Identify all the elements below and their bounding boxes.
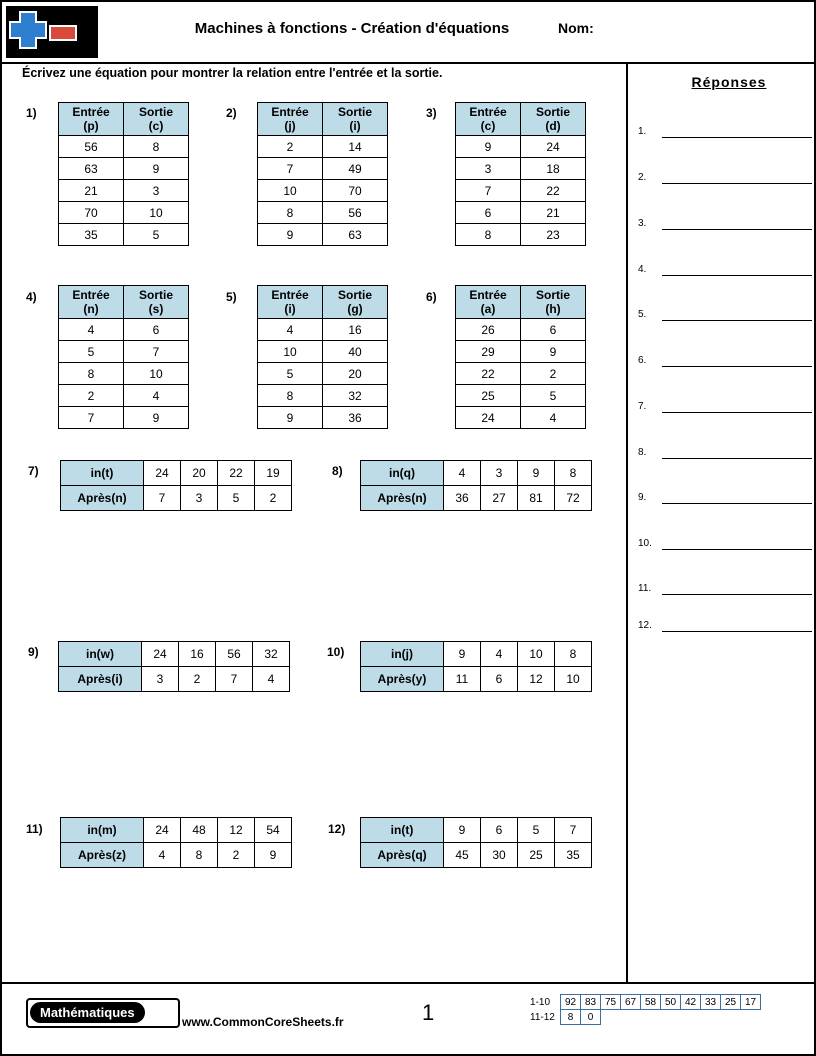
cell-input: 25 bbox=[456, 385, 521, 407]
logo bbox=[6, 6, 98, 58]
answer-number: 11. bbox=[638, 583, 652, 594]
row-header-output: Après(i) bbox=[59, 667, 142, 692]
cell-input: 21 bbox=[59, 180, 124, 202]
question-number-10: 10) bbox=[327, 645, 345, 659]
row-header-input: in(m) bbox=[61, 818, 144, 843]
cell-input: 9 bbox=[444, 642, 481, 667]
key-range-label: 11-12 bbox=[530, 1011, 555, 1023]
function-table-11 bbox=[60, 817, 292, 868]
table-row bbox=[361, 843, 592, 868]
table-row bbox=[59, 158, 189, 180]
key-cell: 42 bbox=[681, 995, 701, 1010]
table-row bbox=[59, 363, 189, 385]
cell-input: 19 bbox=[255, 461, 292, 486]
answer-row-5[interactable] bbox=[638, 303, 816, 329]
cell-output: 4 bbox=[521, 407, 586, 429]
cell-output: 3 bbox=[124, 180, 189, 202]
function-table-7 bbox=[60, 460, 292, 511]
answer-row-7[interactable] bbox=[638, 395, 816, 421]
answer-blank-line[interactable] bbox=[662, 275, 812, 276]
brand-label: Mathématiques bbox=[30, 1002, 145, 1023]
row-header-input: in(j) bbox=[361, 642, 444, 667]
table-row bbox=[59, 319, 189, 341]
table-row bbox=[59, 224, 189, 246]
cell-output: 14 bbox=[323, 136, 388, 158]
key-row-2 bbox=[530, 1010, 761, 1025]
cell-output: 32 bbox=[323, 385, 388, 407]
answer-blank-line[interactable] bbox=[662, 366, 812, 367]
answer-number: 10. bbox=[638, 538, 652, 549]
cell-input: 7 bbox=[258, 158, 323, 180]
function-table-8 bbox=[360, 460, 592, 511]
cell-input: 24 bbox=[144, 818, 181, 843]
cell-input: 29 bbox=[456, 341, 521, 363]
answer-blank-line[interactable] bbox=[662, 594, 812, 595]
cell-output: 24 bbox=[521, 136, 586, 158]
question-number-4: 4) bbox=[26, 290, 37, 304]
key-cell: 25 bbox=[721, 995, 741, 1010]
question-number-11: 11) bbox=[26, 822, 43, 836]
cell-output: 5 bbox=[218, 486, 255, 511]
table-row bbox=[61, 461, 292, 486]
answer-row-11[interactable] bbox=[638, 577, 816, 603]
key-cell: 33 bbox=[701, 995, 721, 1010]
table-row bbox=[59, 202, 189, 224]
answer-blank-line[interactable] bbox=[662, 549, 812, 550]
cell-input: 20 bbox=[181, 461, 218, 486]
key-range-label: 1-10 bbox=[530, 996, 551, 1008]
table-row bbox=[258, 158, 388, 180]
cell-output: 7 bbox=[144, 486, 181, 511]
cell-output: 56 bbox=[323, 202, 388, 224]
instructions: Écrivez une équation pour montrer la relation entre l'entrée et la sortie. bbox=[22, 66, 443, 80]
answer-row-4[interactable] bbox=[638, 258, 816, 284]
key-cell: 83 bbox=[581, 995, 601, 1010]
cell-output: 49 bbox=[323, 158, 388, 180]
table-row bbox=[361, 486, 592, 511]
key-cell: 67 bbox=[621, 995, 641, 1010]
cell-input: 4 bbox=[59, 319, 124, 341]
function-table-12 bbox=[360, 817, 592, 868]
col-header-input: Entrée (i) bbox=[258, 286, 323, 319]
cell-output: 12 bbox=[518, 667, 555, 692]
row-header-input: in(w) bbox=[59, 642, 142, 667]
cell-input: 2 bbox=[258, 136, 323, 158]
cell-output: 9 bbox=[124, 158, 189, 180]
question-number-3: 3) bbox=[426, 106, 437, 120]
answer-blank-line[interactable] bbox=[662, 183, 812, 184]
cell-input: 12 bbox=[218, 818, 255, 843]
table-row bbox=[258, 136, 388, 158]
cell-output: 2 bbox=[179, 667, 216, 692]
answer-row-3[interactable] bbox=[638, 212, 816, 238]
row-header-output: Après(z) bbox=[61, 843, 144, 868]
col-header-input: Entrée (p) bbox=[59, 103, 124, 136]
answer-row-9[interactable] bbox=[638, 486, 816, 512]
key-cell: 50 bbox=[661, 995, 681, 1010]
table-row bbox=[258, 363, 388, 385]
cell-output: 4 bbox=[253, 667, 290, 692]
function-table-6 bbox=[455, 285, 586, 429]
cell-output: 11 bbox=[444, 667, 481, 692]
cell-output: 5 bbox=[521, 385, 586, 407]
table-row bbox=[456, 363, 586, 385]
name-label: Nom: bbox=[558, 20, 594, 36]
cell-input: 7 bbox=[555, 818, 592, 843]
cell-input: 5 bbox=[258, 363, 323, 385]
answer-number: 6. bbox=[638, 355, 647, 366]
cell-input: 8 bbox=[258, 202, 323, 224]
table-row bbox=[258, 224, 388, 246]
answer-row-8[interactable] bbox=[638, 441, 816, 467]
key-cell: 0 bbox=[581, 1010, 601, 1025]
cell-output: 7 bbox=[124, 341, 189, 363]
row-header-input: in(t) bbox=[361, 818, 444, 843]
cell-input: 9 bbox=[518, 461, 555, 486]
website-url: www.CommonCoreSheets.fr bbox=[182, 1015, 344, 1029]
cell-input: 8 bbox=[59, 363, 124, 385]
table-row bbox=[258, 385, 388, 407]
question-number-8: 8) bbox=[332, 464, 343, 478]
cell-output: 18 bbox=[521, 158, 586, 180]
cell-input: 48 bbox=[181, 818, 218, 843]
col-header-output: Sortie (g) bbox=[323, 286, 388, 319]
cell-output: 81 bbox=[518, 486, 555, 511]
answer-number: 8. bbox=[638, 447, 647, 458]
cell-input: 7 bbox=[456, 180, 521, 202]
cell-input: 7 bbox=[59, 407, 124, 429]
cell-input: 24 bbox=[142, 642, 179, 667]
cell-output: 16 bbox=[323, 319, 388, 341]
answer-blank-line[interactable] bbox=[662, 229, 812, 230]
cell-input: 24 bbox=[144, 461, 181, 486]
question-number-7: 7) bbox=[28, 464, 39, 478]
cell-input: 8 bbox=[555, 642, 592, 667]
cell-input: 24 bbox=[456, 407, 521, 429]
table-row bbox=[361, 461, 592, 486]
cell-output: 10 bbox=[124, 202, 189, 224]
row-header-output: Après(n) bbox=[361, 486, 444, 511]
function-table-2 bbox=[257, 102, 388, 246]
answer-row-2[interactable] bbox=[638, 166, 816, 192]
table-row bbox=[59, 407, 189, 429]
cell-input: 3 bbox=[481, 461, 518, 486]
cell-output: 4 bbox=[144, 843, 181, 868]
key-cell: 58 bbox=[641, 995, 661, 1010]
question-number-12: 12) bbox=[328, 822, 346, 836]
answer-row-10[interactable] bbox=[638, 532, 816, 558]
cell-input: 4 bbox=[481, 642, 518, 667]
cell-output: 36 bbox=[323, 407, 388, 429]
table-row bbox=[59, 180, 189, 202]
col-header-output: Sortie (s) bbox=[124, 286, 189, 319]
cell-input: 5 bbox=[59, 341, 124, 363]
table-row bbox=[258, 180, 388, 202]
answer-row-6[interactable] bbox=[638, 349, 816, 375]
page-header bbox=[2, 2, 814, 62]
col-header-output: Sortie (h) bbox=[521, 286, 586, 319]
cell-input: 6 bbox=[456, 202, 521, 224]
question-number-6: 6) bbox=[426, 290, 437, 304]
table-row bbox=[59, 136, 189, 158]
column-divider bbox=[626, 62, 628, 982]
answer-blank-line[interactable] bbox=[662, 631, 812, 632]
cell-output: 8 bbox=[124, 136, 189, 158]
table-row bbox=[59, 385, 189, 407]
table-row bbox=[456, 224, 586, 246]
cell-input: 9 bbox=[258, 224, 323, 246]
table-row bbox=[258, 407, 388, 429]
table-row bbox=[258, 341, 388, 363]
cell-input: 8 bbox=[555, 461, 592, 486]
answer-number: 1. bbox=[638, 126, 647, 137]
cell-output: 6 bbox=[521, 319, 586, 341]
table-row bbox=[258, 202, 388, 224]
table-row bbox=[361, 818, 592, 843]
cell-output: 20 bbox=[323, 363, 388, 385]
table-row bbox=[456, 202, 586, 224]
cell-output: 10 bbox=[124, 363, 189, 385]
answer-row-12[interactable] bbox=[638, 614, 816, 640]
cell-output: 9 bbox=[124, 407, 189, 429]
row-header-output: Après(y) bbox=[361, 667, 444, 692]
cell-output: 6 bbox=[481, 667, 518, 692]
header-divider bbox=[2, 62, 814, 64]
cell-output: 45 bbox=[444, 843, 481, 868]
table-row bbox=[59, 341, 189, 363]
table-row bbox=[456, 158, 586, 180]
cell-input: 22 bbox=[218, 461, 255, 486]
col-header-input: Entrée (a) bbox=[456, 286, 521, 319]
function-table-3 bbox=[455, 102, 586, 246]
cell-output: 5 bbox=[124, 224, 189, 246]
cell-input: 26 bbox=[456, 319, 521, 341]
table-row bbox=[456, 407, 586, 429]
answer-key-scale bbox=[530, 994, 761, 1025]
table-row bbox=[456, 136, 586, 158]
table-row bbox=[456, 385, 586, 407]
answer-number: 7. bbox=[638, 401, 647, 412]
key-cell: 92 bbox=[561, 995, 581, 1010]
cell-input: 16 bbox=[179, 642, 216, 667]
cell-input: 9 bbox=[444, 818, 481, 843]
row-header-output: Après(q) bbox=[361, 843, 444, 868]
cell-output: 3 bbox=[142, 667, 179, 692]
row-header-output: Après(n) bbox=[61, 486, 144, 511]
answers-title: Réponses bbox=[691, 74, 767, 90]
cell-input: 4 bbox=[444, 461, 481, 486]
answer-number: 5. bbox=[638, 309, 647, 320]
cell-output: 36 bbox=[444, 486, 481, 511]
cell-input: 35 bbox=[59, 224, 124, 246]
cell-output: 30 bbox=[481, 843, 518, 868]
cell-output: 4 bbox=[124, 385, 189, 407]
table-row bbox=[59, 667, 290, 692]
cell-output: 27 bbox=[481, 486, 518, 511]
col-header-input: Entrée (c) bbox=[456, 103, 521, 136]
col-header-output: Sortie (c) bbox=[124, 103, 189, 136]
answer-blank-line[interactable] bbox=[662, 137, 812, 138]
table-row bbox=[456, 341, 586, 363]
cell-input: 9 bbox=[456, 136, 521, 158]
table-row bbox=[456, 180, 586, 202]
cell-output: 70 bbox=[323, 180, 388, 202]
cell-input: 8 bbox=[258, 385, 323, 407]
col-header-input: Entrée (n) bbox=[59, 286, 124, 319]
cell-output: 6 bbox=[124, 319, 189, 341]
table-row bbox=[59, 642, 290, 667]
function-table-4 bbox=[58, 285, 189, 429]
table-row bbox=[258, 319, 388, 341]
table-row bbox=[61, 486, 292, 511]
cell-input: 56 bbox=[59, 136, 124, 158]
footer-divider bbox=[2, 982, 814, 984]
function-table-10 bbox=[360, 641, 592, 692]
cell-input: 10 bbox=[258, 341, 323, 363]
row-header-input: in(t) bbox=[61, 461, 144, 486]
col-header-output: Sortie (d) bbox=[521, 103, 586, 136]
cell-output: 8 bbox=[181, 843, 218, 868]
cell-input: 5 bbox=[518, 818, 555, 843]
cell-input: 10 bbox=[518, 642, 555, 667]
question-number-2: 2) bbox=[226, 106, 237, 120]
cell-output: 72 bbox=[555, 486, 592, 511]
answer-blank-line[interactable] bbox=[662, 320, 812, 321]
answer-blank-line[interactable] bbox=[662, 412, 812, 413]
function-table-5 bbox=[257, 285, 388, 429]
col-header-input: Entrée (j) bbox=[258, 103, 323, 136]
key-row-1 bbox=[530, 995, 761, 1010]
answer-number: 12. bbox=[638, 620, 652, 631]
cell-input: 4 bbox=[258, 319, 323, 341]
cell-input: 56 bbox=[216, 642, 253, 667]
answer-number: 3. bbox=[638, 218, 647, 229]
table-row bbox=[361, 667, 592, 692]
table-row bbox=[61, 818, 292, 843]
answer-number: 2. bbox=[638, 172, 647, 183]
cell-input: 32 bbox=[253, 642, 290, 667]
cell-output: 63 bbox=[323, 224, 388, 246]
cell-output: 21 bbox=[521, 202, 586, 224]
col-header-output: Sortie (i) bbox=[323, 103, 388, 136]
answer-row-1[interactable] bbox=[638, 120, 816, 146]
row-header-input: in(q) bbox=[361, 461, 444, 486]
question-number-5: 5) bbox=[226, 290, 237, 304]
answer-number: 4. bbox=[638, 264, 647, 275]
table-row bbox=[361, 642, 592, 667]
cell-input: 63 bbox=[59, 158, 124, 180]
page-number: 1 bbox=[422, 1000, 435, 1025]
cell-input: 70 bbox=[59, 202, 124, 224]
cell-input: 9 bbox=[258, 407, 323, 429]
cell-output: 2 bbox=[218, 843, 255, 868]
cell-input: 2 bbox=[59, 385, 124, 407]
function-table-1 bbox=[58, 102, 189, 246]
cell-input: 8 bbox=[456, 224, 521, 246]
answer-number: 9. bbox=[638, 492, 647, 503]
cell-input: 22 bbox=[456, 363, 521, 385]
function-table-9 bbox=[58, 641, 290, 692]
cell-output: 9 bbox=[255, 843, 292, 868]
key-cell: 75 bbox=[601, 995, 621, 1010]
key-cell: 17 bbox=[741, 995, 761, 1010]
question-number-1: 1) bbox=[26, 106, 37, 120]
cell-input: 6 bbox=[481, 818, 518, 843]
cell-output: 40 bbox=[323, 341, 388, 363]
cell-output: 3 bbox=[181, 486, 218, 511]
key-cell: 8 bbox=[561, 1010, 581, 1025]
answer-blank-line[interactable] bbox=[662, 458, 812, 459]
cell-input: 3 bbox=[456, 158, 521, 180]
question-number-9: 9) bbox=[28, 645, 39, 659]
cell-output: 9 bbox=[521, 341, 586, 363]
cell-input: 10 bbox=[258, 180, 323, 202]
cell-output: 23 bbox=[521, 224, 586, 246]
cell-output: 35 bbox=[555, 843, 592, 868]
cell-output: 7 bbox=[216, 667, 253, 692]
cell-output: 10 bbox=[555, 667, 592, 692]
cell-output: 25 bbox=[518, 843, 555, 868]
cell-output: 22 bbox=[521, 180, 586, 202]
table-row bbox=[61, 843, 292, 868]
table-row bbox=[456, 319, 586, 341]
cell-output: 2 bbox=[255, 486, 292, 511]
page-title: Machines à fonctions - Création d'équations bbox=[194, 20, 510, 37]
answer-blank-line[interactable] bbox=[662, 503, 812, 504]
cell-output: 2 bbox=[521, 363, 586, 385]
cell-input: 54 bbox=[255, 818, 292, 843]
